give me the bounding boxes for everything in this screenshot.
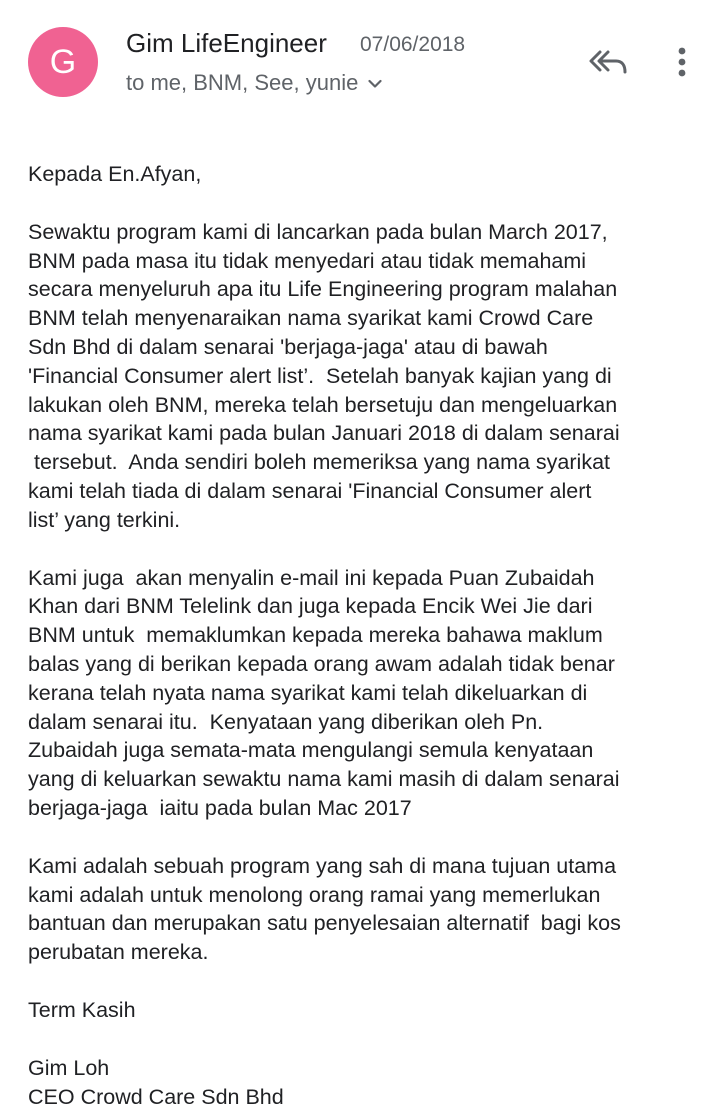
chevron-down-icon — [368, 69, 382, 95]
sender-name: Gim LifeEngineer — [126, 28, 327, 58]
signature-name: Gim Loh — [28, 1055, 110, 1080]
paragraph-3: Kami adalah sebuah program yang sah di mana tujuan utama kami adalah untuk menolong orang ramai yang memerlukan bantuan dan merupakan satu penyelesaian alternatif bagi kos perubatan mereka. — [28, 853, 621, 965]
closing: Term Kasih — [28, 997, 136, 1022]
paragraph-2: Kami juga akan menyalin e-mail ini kepada Puan Zubaidah Khan dari BNM Telelink dan juga kepada Encik Wei Jie dari BNM untuk memaklumkan kepada mereka bahawa maklum balas yang di berikan kepada orang awam adalah tidak benar kerana telah nyata nama syarikat kami telah dikeluarkan di dalam senarai itu. Kenyataan yang diberikan oleh Pn. Zubaidah juga semata-mata mengulangi semula kenyataan yang di keluarkan sewaktu nama kami masih di dalam senarai berjaga-jaga iaitu pada bulan Mac 2017 — [28, 565, 620, 820]
more-options-button[interactable] — [668, 45, 696, 81]
reply-all-icon — [588, 65, 628, 82]
greeting: Kepada En.Afyan, — [28, 162, 202, 186]
reply-all-button[interactable] — [588, 46, 628, 78]
recipients-label: to me, BNM, See, yunie — [126, 70, 359, 95]
sender-avatar[interactable]: G — [28, 27, 98, 97]
signature-title: CEO Crowd Care Sdn Bhd — [28, 1084, 284, 1109]
recipients-toggle[interactable] — [126, 70, 382, 96]
email-date: 07/06/2018 — [360, 33, 466, 56]
email-header — [0, 0, 720, 120]
email-body — [28, 160, 698, 1111]
more-vert-icon — [668, 68, 696, 85]
paragraph-1: Sewaktu program kami di lancarkan pada bulan March 2017, BNM pada masa itu tidak menyedari atau tidak memahami secara menyeluruh apa itu Life Engineering program malahan BNM telah menyenaraikan nama syarikat kami Crowd Care Sdn Bhd di dalam senarai 'berjaga-jaga' atau di bawah 'Financial Consumer alert list’. Setelah banyak kajian yang di lakukan oleh BNM, mereka telah bersetuju dan mengeluarkan nama syarikat kami pada bulan Januari 2018 di dalam senarai tersebut. Anda sendiri boleh memeriksa yang nama syarikat kami telah tiada di dalam senarai 'Financial Consumer alert list’ yang terkini. — [28, 219, 620, 532]
